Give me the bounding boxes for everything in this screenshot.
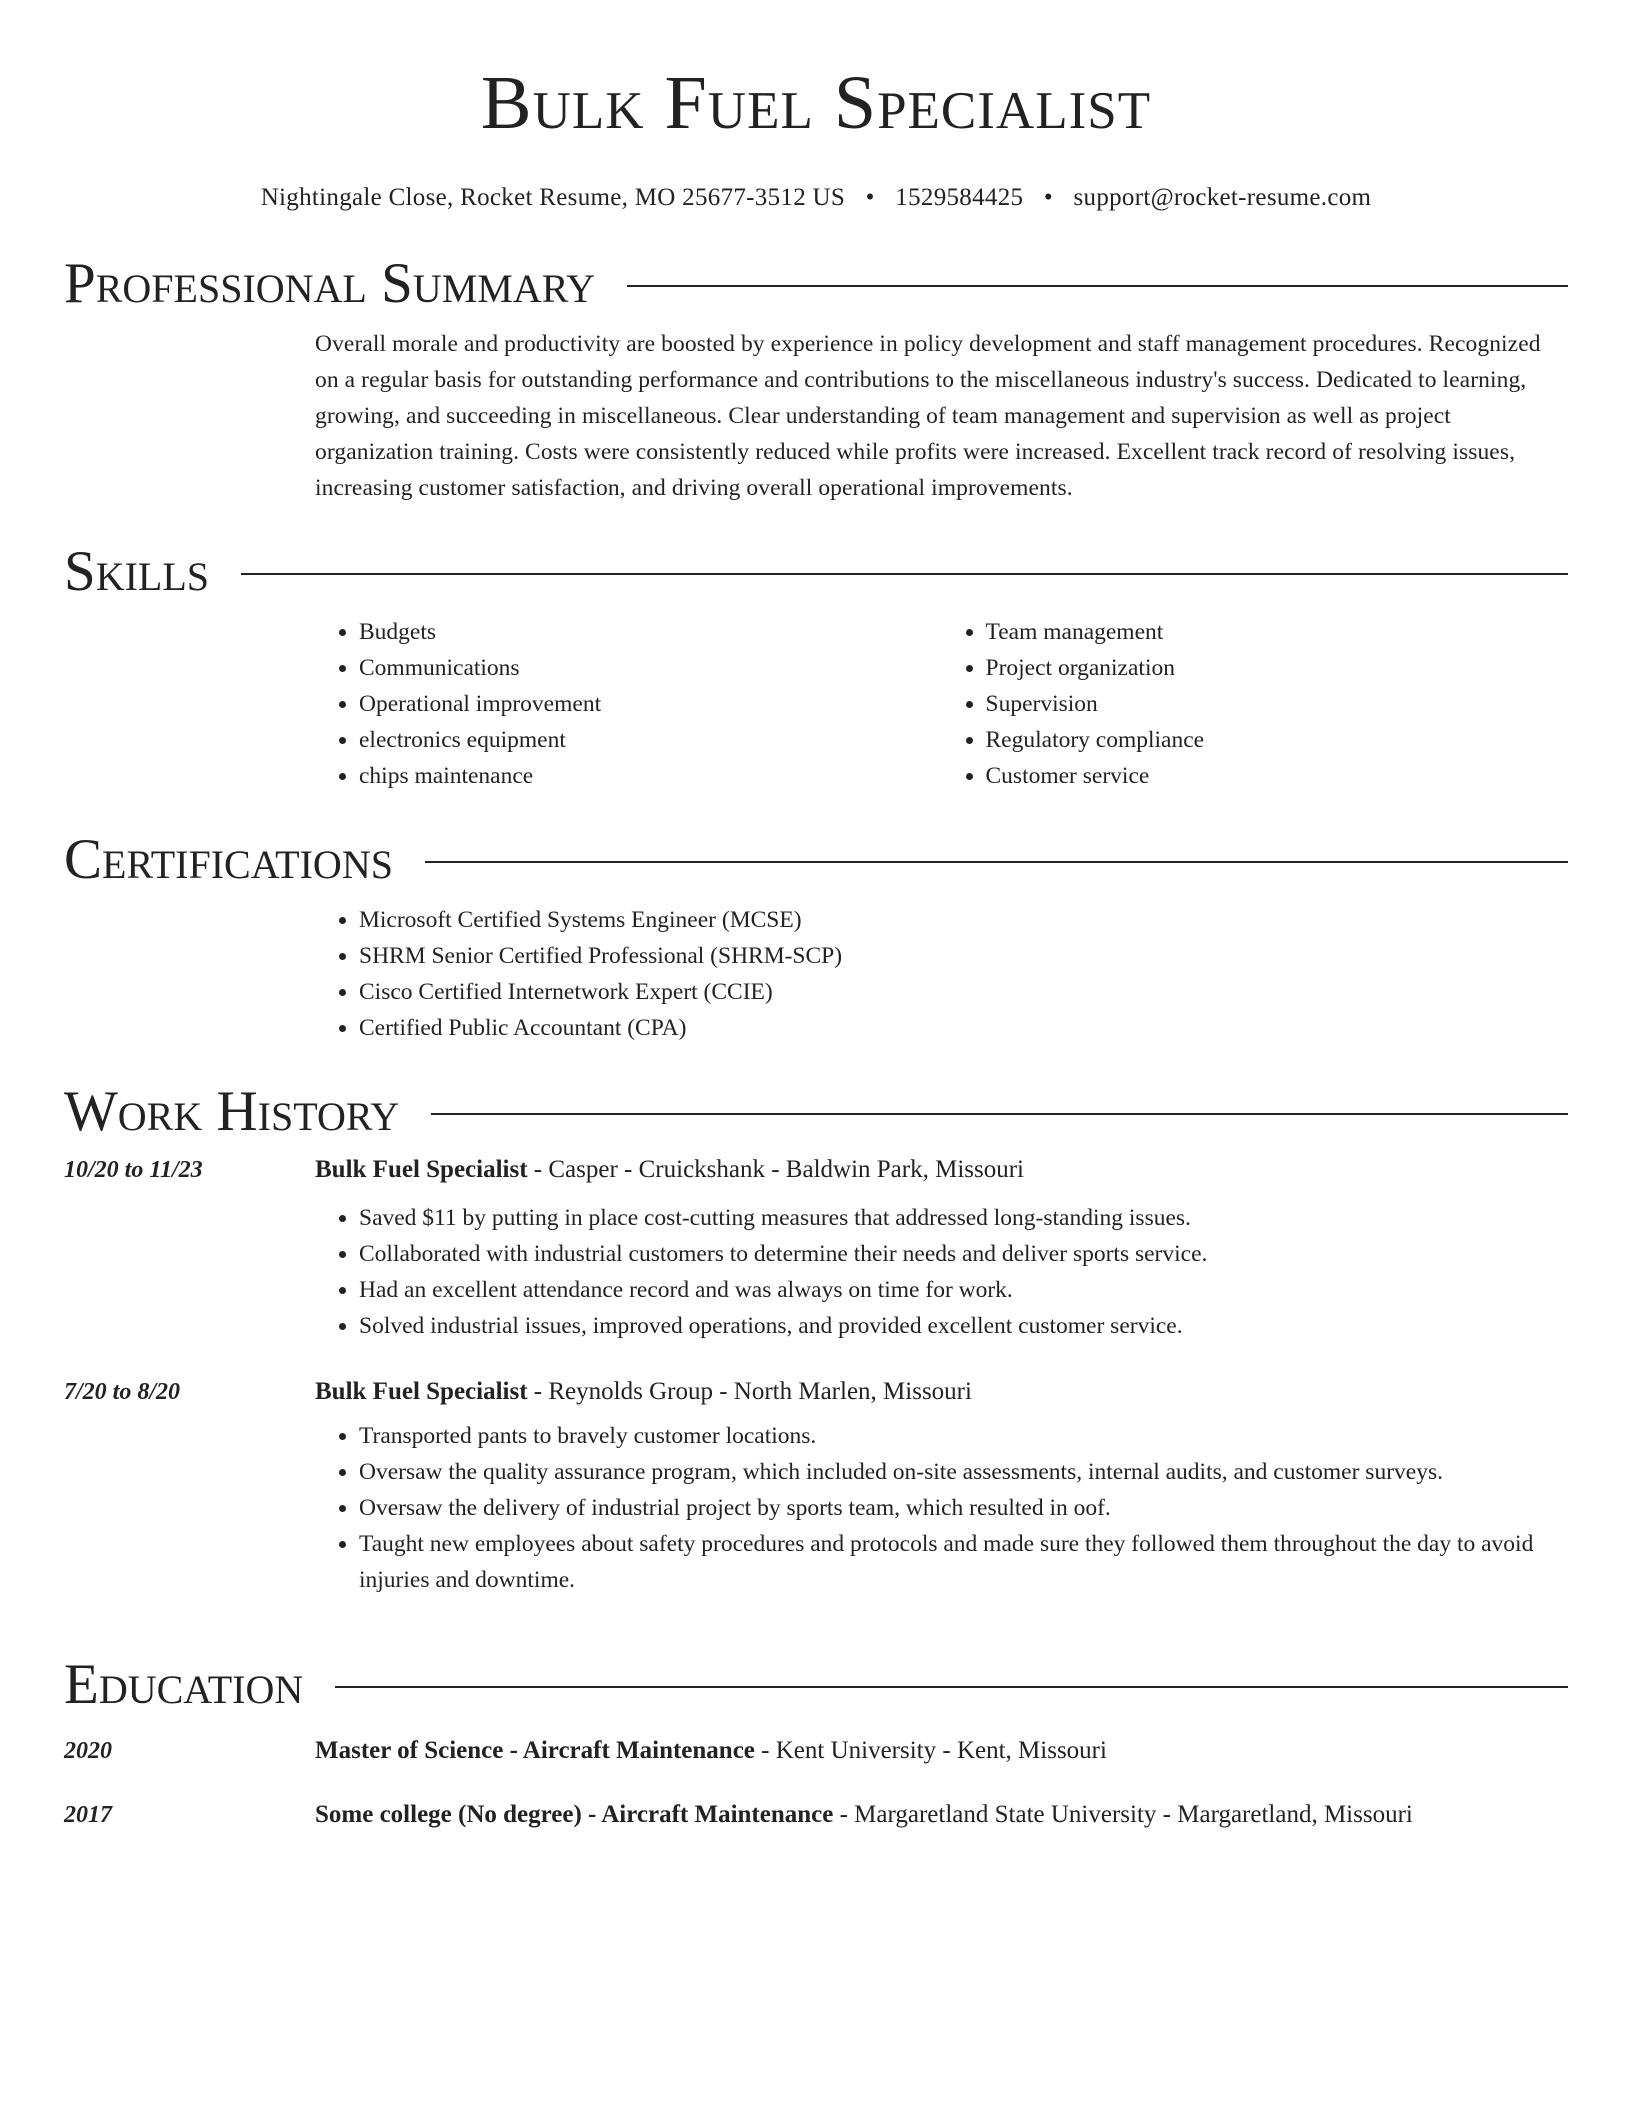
- skill-item: • Budgets: [359, 614, 942, 650]
- skill-item: • Communications: [359, 650, 942, 686]
- job-dates: 7/20 to 8/20: [64, 1379, 181, 1405]
- skill-item: • chips maintenance: [359, 758, 942, 794]
- section-divider: [335, 1686, 1568, 1688]
- contact-separator: •: [1043, 184, 1053, 211]
- section-title-summary: Professional Summary: [64, 252, 596, 315]
- skills-section: [64, 542, 1568, 794]
- section-title-skills: Skills: [64, 540, 210, 603]
- education-entry: [64, 1737, 1568, 1765]
- certifications-body: [315, 890, 1568, 1046]
- summary-body: [315, 314, 1568, 506]
- summary-text: Overall morale and productivity are boosted by experience in policy development and staff management procedures. Recognized on a regular basis for outstanding performance and contributions to the miscellaneous industry's success. Dedicated to learning, growing, and succeeding in miscellaneous. Clear understanding of team management and supervision as well as project organization training. Costs were consistently reduced while profits were increased. Excellent track record of resolving issues, increasing customer satisfaction, and driving overall operational improvements.: [315, 331, 1541, 501]
- contact-address: Nightingale Close, Rocket Resume, MO 25677-3512 US: [260, 184, 846, 211]
- section-header: [64, 254, 1568, 314]
- section-header: [64, 1655, 1568, 1715]
- job-bullet: • Saved $11 by putting in place cost-cutting measures that addressed long-standing issues.: [359, 1200, 1568, 1236]
- skills-body: [315, 602, 1568, 794]
- job-bullet: • Oversaw the quality assurance program, which included on-site assessments, internal audits, and customer surveys.: [359, 1454, 1568, 1490]
- job-role: Bulk Fuel Specialist: [315, 1156, 528, 1183]
- section-title-education: Education: [64, 1653, 304, 1716]
- job-header: [64, 1378, 1568, 1406]
- skills-list-left: [315, 614, 942, 794]
- job-dates: 10/20 to 11/23: [64, 1157, 203, 1183]
- education-degree: Master of Science - Aircraft Maintenance: [315, 1737, 755, 1764]
- skill-item: • electronics equipment: [359, 722, 942, 758]
- section-divider: [425, 861, 1568, 863]
- resume-page: [64, 0, 1568, 1828]
- job-bullets: [315, 1200, 1568, 1344]
- skill-item: • Project organization: [986, 650, 1569, 686]
- skill-item: • Team management: [986, 614, 1569, 650]
- certification-item: • SHRM Senior Certified Professional (SHRM-SCP): [359, 938, 1568, 974]
- job-details: - Reynolds Group - North Marlen, Missouri: [527, 1378, 972, 1405]
- education-entry: [64, 1801, 1568, 1829]
- section-header: [64, 1082, 1568, 1142]
- job-bullet: • Had an excellent attendance record and was always on time for work.: [359, 1272, 1568, 1308]
- education-section: [64, 1655, 1568, 1829]
- job-entry: [64, 1378, 1568, 1598]
- skill-item: • Supervision: [986, 686, 1569, 722]
- contact-email[interactable]: support@rocket-resume.com: [1073, 184, 1372, 211]
- job-header: [64, 1156, 1568, 1184]
- section-title-work-history: Work History: [64, 1080, 400, 1143]
- job-bullet: • Collaborated with industrial customers to determine their needs and deliver sports service.: [359, 1236, 1568, 1272]
- job-bullet: • Oversaw the delivery of industrial project by sports team, which resulted in oof.: [359, 1490, 1568, 1526]
- job-entry: [64, 1156, 1568, 1344]
- section-divider: [241, 573, 1568, 575]
- skill-item: • Operational improvement: [359, 686, 942, 722]
- certification-item: • Certified Public Accountant (CPA): [359, 1010, 1568, 1046]
- contact-separator: •: [865, 184, 875, 211]
- certifications-section: [64, 830, 1568, 1046]
- certification-item: • Microsoft Certified Systems Engineer (MCSE): [359, 902, 1568, 938]
- section-divider: [627, 285, 1568, 287]
- job-details: - Casper - Cruickshank - Baldwin Park, Missouri: [527, 1156, 1025, 1183]
- summary-section: [64, 254, 1568, 506]
- section-header: [64, 830, 1568, 890]
- job-bullet: • Taught new employees about safety procedures and protocols and made sure they followed them throughout the day to avoid injuries and downtime.: [359, 1526, 1568, 1598]
- section-divider: [431, 1113, 1568, 1115]
- education-year: 2017: [64, 1802, 112, 1828]
- job-role: Bulk Fuel Specialist: [315, 1378, 528, 1405]
- education-line: [315, 1801, 1413, 1829]
- contact-line: [64, 184, 1568, 212]
- skills-grid: [315, 602, 1568, 794]
- job-title-line: [315, 1156, 1024, 1184]
- skills-list-right: [942, 614, 1569, 794]
- job-title-line: [315, 1378, 972, 1406]
- skill-item: • Customer service: [986, 758, 1569, 794]
- education-details: - Kent University - Kent, Missouri: [754, 1737, 1107, 1764]
- skill-item: • Regulatory compliance: [986, 722, 1569, 758]
- job-bullets: [315, 1418, 1568, 1598]
- section-header: [64, 542, 1568, 602]
- candidate-name: Bulk Fuel Specialist: [480, 61, 1152, 145]
- education-degree: Some college (No degree) - Aircraft Maintenance: [315, 1801, 834, 1828]
- certification-item: • Cisco Certified Internetwork Expert (CCIE): [359, 974, 1568, 1010]
- section-title-certifications: Certifications: [64, 828, 393, 891]
- education-year: 2020: [64, 1738, 112, 1764]
- education-details: - Margaretland State University - Margaretland, Missouri: [833, 1801, 1413, 1828]
- work-history-section: [64, 1082, 1568, 1598]
- education-line: [315, 1737, 1107, 1765]
- contact-phone: 1529584425: [895, 184, 1024, 211]
- job-bullet: • Solved industrial issues, improved operations, and provided excellent customer service.: [359, 1308, 1568, 1344]
- job-bullet: • Transported pants to bravely customer locations.: [359, 1418, 1568, 1454]
- certifications-list: [315, 902, 1568, 1046]
